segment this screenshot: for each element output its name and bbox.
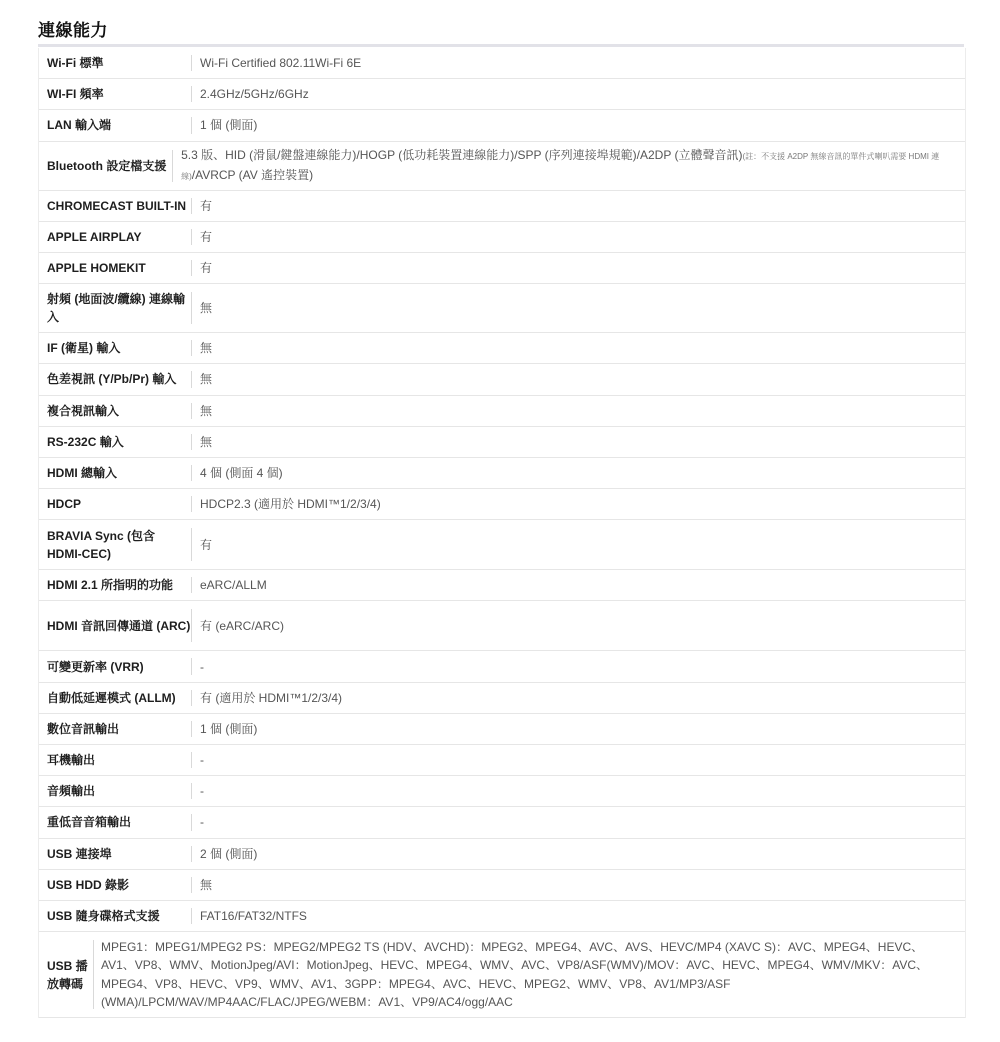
spec-value: 2.4GHz/5GHz/6GHz [200, 87, 309, 102]
spec-label: 自動低延遲模式 (ALLM) [47, 690, 176, 705]
spec-value: Wi-Fi Certified 802.11Wi-Fi 6E [200, 56, 362, 71]
spec-label: 重低音音箱輸出 [47, 815, 132, 830]
spec-row-rf-input [39, 284, 965, 333]
spec-label: 數位音訊輸出 [47, 721, 120, 736]
spec-row-usb-format [39, 901, 965, 932]
spec-value: - [200, 815, 204, 830]
section-title: 連線能力 [38, 21, 108, 40]
spec-value: - [200, 659, 204, 674]
spec-label: IF (衛星) 輸入 [47, 341, 121, 356]
spec-row-composite-input [39, 396, 965, 427]
spec-row-if-input [39, 333, 965, 364]
spec-row-usb-codec [39, 932, 965, 1018]
spec-label: 複合視訊輸入 [47, 403, 120, 418]
spec-row-chromecast [39, 191, 965, 222]
spec-row-bravia-sync [39, 520, 965, 570]
spec-label: 射頻 (地面波/纜線) 連線輸入 [47, 292, 185, 325]
spec-row-vrr [39, 651, 965, 682]
spec-value: 有 [200, 537, 213, 552]
spec-label: Wi-Fi 標準 [47, 56, 104, 71]
spec-value [173, 146, 965, 186]
spec-row-wifi-standard [39, 48, 965, 79]
spec-label: HDCP [47, 497, 82, 512]
spec-label: APPLE AIRPLAY [47, 229, 142, 244]
spec-label: USB HDD 錄影 [47, 877, 130, 892]
spec-row-headphone-out [39, 745, 965, 776]
spec-row-rs232c-input [39, 427, 965, 458]
spec-label: HDMI 總輸入 [47, 465, 117, 480]
spec-label: 音頻輸出 [47, 784, 96, 799]
spec-value: FAT16/FAT32/NTFS [200, 909, 307, 924]
spec-label: APPLE HOMEKIT [47, 261, 146, 276]
spec-row-wifi-frequency [39, 79, 965, 110]
spec-label: RS-232C 輸入 [47, 434, 124, 449]
spec-value: - [200, 784, 204, 799]
spec-value: 無 [200, 434, 213, 449]
spec-value: 無 [200, 403, 213, 418]
spec-value: 2 個 (側面) [200, 846, 258, 861]
spec-row-usb-ports [39, 839, 965, 870]
bluetooth-value-note: (註：不支援 A2DP 無線音訊的單件式喇叭需要 HDMI 連線) [181, 151, 940, 181]
spec-value: 有 (eARC/ARC) [200, 618, 285, 633]
spec-row-subwoofer-out [39, 807, 965, 838]
spec-value: 有 [200, 261, 213, 276]
spec-label: HDMI 2.1 所指明的功能 [47, 578, 174, 593]
spec-row-hdmi-arc [39, 601, 965, 651]
spec-row-lan-input [39, 110, 965, 141]
spec-label: WI-FI 頻率 [47, 87, 104, 102]
spec-row-component-input [39, 364, 965, 395]
spec-table [38, 48, 966, 1018]
spec-value: 有 [200, 229, 213, 244]
spec-label: 色差視訊 (Y/Pb/Pr) 輸入 [47, 372, 177, 387]
title-divider [38, 44, 964, 47]
spec-label: HDMI 音訊回傳通道 (ARC) [47, 618, 191, 633]
spec-row-hdmi-total [39, 458, 965, 489]
spec-value: - [200, 753, 204, 768]
spec-label: Bluetooth 設定檔支援 [47, 158, 167, 173]
spec-label: CHROMECAST BUILT-IN [47, 198, 187, 213]
bluetooth-value-tail: /AVRCP (AV 遙控裝置) [191, 167, 314, 182]
spec-row-homekit [39, 253, 965, 284]
spec-row-hdcp [39, 489, 965, 520]
spec-value: 無 [200, 372, 213, 387]
spec-row-audio-out [39, 776, 965, 807]
spec-label: 耳機輸出 [47, 753, 96, 768]
spec-value: eARC/ALLM [200, 578, 267, 593]
spec-label: USB 連接埠 [47, 846, 112, 861]
bluetooth-value-main: 5.3 版、HID (滑鼠/鍵盤連線能力)/HOGP (低功耗裝置連線能力)/SPP (序列連接埠規範)/A2DP (立體聲音訊) [181, 147, 743, 162]
spec-row-digital-audio-out [39, 714, 965, 745]
spec-row-hdmi21-features [39, 570, 965, 601]
spec-label: USB 隨身碟格式支援 [47, 909, 160, 924]
spec-label: USB 播放轉碼 [47, 958, 88, 991]
spec-row-airplay [39, 222, 965, 253]
spec-row-allm [39, 683, 965, 714]
spec-label: BRAVIA Sync (包含 HDMI-CEC) [47, 528, 156, 561]
spec-value: 無 [200, 341, 213, 356]
spec-row-bluetooth-profiles [39, 142, 965, 191]
spec-value: MPEG1：MPEG1/MPEG2 PS：MPEG2/MPEG2 TS (HDV、AVCHD)：MPEG2、MPEG4、AVC、AVS、HEVC/MP4 (XAVC S)：AVC、MPEG4、HEVC、AV1、VP8、WMV、MotionJpeg/AVI：MotionJpeg、HEVC、MPEG4、WMV、AVC、VP8/ASF(WMV)/MOV：AVC、HEVC、MPEG4、WMV/MKV：AVC、MPEG4、VP8、HEVC、VP9、WMV、AV1、3GPP：MPEG4、AVC、HEVC、MPEG2、WMV、VP8、AV1/MP3/ASF (WMA)/LPCM/WAV/MP4AAC/FLAC/JPEG/WEBM：AV1、VP9/AC4/ogg/AAC [100, 939, 929, 1010]
spec-value: 4 個 (側面 4 個) [200, 465, 283, 480]
spec-value: 無 [200, 877, 213, 892]
spec-value: 有 [200, 198, 213, 213]
spec-value: 1 個 (側面) [200, 118, 258, 133]
spec-value: 無 [200, 301, 213, 316]
spec-value: 有 (適用於 HDMI™1/2/3/4) [200, 690, 343, 705]
spec-value: 1 個 (側面) [200, 721, 258, 736]
spec-value: HDCP2.3 (適用於 HDMI™1/2/3/4) [200, 497, 381, 512]
spec-row-usb-hdd-recording [39, 870, 965, 901]
spec-label: LAN 輸入端 [47, 118, 111, 133]
spec-label: 可變更新率 (VRR) [47, 659, 144, 674]
